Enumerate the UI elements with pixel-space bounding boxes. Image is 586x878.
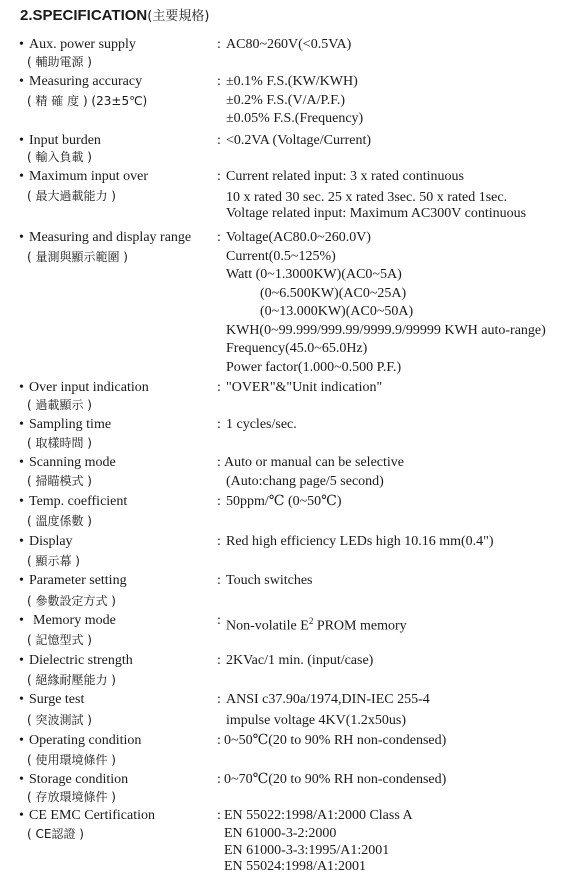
spec-sub: ( 掃瞄模式 ) <box>27 474 92 488</box>
spec-value: <0.2VA (Voltage/Current) <box>226 133 372 148</box>
spec-sub: ( CE認證 ) <box>27 827 84 841</box>
spec-value <box>226 612 407 636</box>
spec-value: 2KVac/1 min. (input/case) <box>226 653 374 668</box>
bullet: • <box>19 534 24 549</box>
spec-value: ±0.05% F.S.(Frequency) <box>226 111 364 126</box>
colon: : <box>217 417 221 432</box>
bullet: • <box>19 133 24 148</box>
spec-value: Power factor(1.000~0.500 P.F.) <box>226 359 402 375</box>
spec-value: Voltage related input: Maximum AC300V continuous <box>226 206 527 221</box>
spec-value: Auto or manual can be selective <box>224 455 404 470</box>
spec-label: CE EMC Certification <box>29 808 155 823</box>
spec-value: (0~13.000KW)(AC0~50A) <box>260 304 414 319</box>
colon: : <box>217 733 221 748</box>
spec-label: Parameter setting <box>29 573 127 588</box>
spec-sub: ( 記憶型式 ) <box>27 633 92 647</box>
spec-sub: ( 絕緣耐壓能力 ) <box>27 673 116 687</box>
bullet: • <box>19 494 24 509</box>
colon: : <box>217 534 221 549</box>
spec-value: ±0.1% F.S.(KW/KWH) <box>226 74 358 89</box>
bullet: • <box>19 169 24 184</box>
spec-label: Over input indication <box>29 380 149 395</box>
spec-value: EN 61000-3-3:1995/A1:2001 <box>224 843 390 858</box>
spec-value: EN 55022:1998/A1:2000 Class A <box>224 808 413 823</box>
spec-value: Current related input: 3 x rated continuous <box>226 169 464 184</box>
bullet: • <box>19 733 24 748</box>
spec-value: impulse voltage 4KV(1.2x50us) <box>226 713 407 728</box>
colon: : <box>217 692 221 707</box>
spec-sub: ( 顯示幕 ) <box>27 554 80 568</box>
bullet: • <box>19 772 24 787</box>
bullet: • <box>19 808 24 823</box>
spec-value: (Auto:chang page/5 second) <box>226 474 384 489</box>
spec-sub: ( 參數設定方式 ) <box>27 594 116 608</box>
spec-value: Watt (0~1.3000KW)(AC0~5A) <box>226 267 402 282</box>
spec-value: Frequency(45.0~65.0Hz) <box>226 341 368 356</box>
colon: : <box>217 133 221 148</box>
spec-sub: ( 取樣時間 ) <box>27 436 92 450</box>
spec-sub: ( 溫度係數 ) <box>27 514 92 528</box>
spec-value: 0~70℃(20 to 90% RH non-condensed) <box>224 772 447 787</box>
bullet: • <box>19 573 24 588</box>
spec-value: Voltage(AC80.0~260.0V) <box>226 230 371 245</box>
title-zh: (主要規格) <box>147 9 210 24</box>
spec-label: Memory mode <box>33 613 116 628</box>
spec-label: Input burden <box>29 133 101 148</box>
spec-value: EN 61000-3-2:2000 <box>224 826 337 841</box>
spec-value: 0~50℃(20 to 90% RH non-condensed) <box>224 733 447 748</box>
colon: : <box>217 772 221 787</box>
colon: : <box>217 455 221 470</box>
spec-value: Current(0.5~125%) <box>226 248 336 264</box>
spec-value: "OVER"&"Unit indication" <box>226 380 383 395</box>
memory-text: Non-volatile E <box>226 618 309 634</box>
memory-text-rest: PROM memory <box>313 618 407 634</box>
bullet: • <box>19 455 24 470</box>
colon: : <box>217 573 221 588</box>
spec-value: 1 cycles/sec. <box>226 417 297 432</box>
bullet: • <box>19 613 24 628</box>
spec-sub: ( 量測與顯示範圍 ) <box>27 250 128 264</box>
spec-label: Display <box>29 534 73 549</box>
colon: : <box>217 808 221 823</box>
spec-label: Operating condition <box>29 733 142 748</box>
colon: : <box>217 494 221 509</box>
spec-value: Touch switches <box>226 573 313 588</box>
spec-value: ANSI c37.90a/1974,DIN-IEC 255-4 <box>226 692 430 707</box>
spec-label: Measuring and display range <box>29 230 192 245</box>
spec-label: Storage condition <box>29 772 129 787</box>
spec-sub: ( 輔助電源 ) <box>27 55 92 69</box>
bullet: • <box>19 74 24 89</box>
spec-value: (0~6.500KW)(AC0~25A) <box>260 285 407 301</box>
title-main: 2.SPECIFICATION <box>20 7 148 24</box>
spec-sub: ( 存放環境條件 ) <box>27 790 116 804</box>
spec-value: KWH(0~99.999/999.99/9999.9/99999 KWH auto-range) <box>226 322 546 338</box>
spec-label: Temp. coefficient <box>29 494 128 509</box>
spec-sub: ( 精 確 度 ) (23±5℃) <box>27 94 148 108</box>
page-title <box>20 5 209 24</box>
bullet: • <box>19 417 24 432</box>
bullet: • <box>19 230 24 245</box>
spec-value: 50ppm/℃ (0~50℃) <box>226 494 342 509</box>
spec-sub: ( 過載顯示 ) <box>27 398 92 412</box>
colon: : <box>217 380 221 395</box>
spec-label: Dielectric strength <box>29 653 133 668</box>
spec-sub: ( 輸入負載 ) <box>27 150 92 164</box>
superscript-2: 2 <box>308 616 314 626</box>
bullet: • <box>19 380 24 395</box>
colon: : <box>217 37 221 52</box>
spec-label: Scanning mode <box>29 455 116 470</box>
spec-value: ±0.2% F.S.(V/A/P.F.) <box>226 93 346 108</box>
bullet: • <box>19 692 24 707</box>
bullet: • <box>19 37 24 52</box>
colon: : <box>217 74 221 89</box>
spec-value: EN 55024:1998/A1:2001 <box>224 859 366 874</box>
colon: : <box>217 169 221 184</box>
bullet: • <box>19 653 24 668</box>
colon: : <box>217 653 221 668</box>
spec-value: 10 x rated 30 sec. 25 x rated 3sec. 50 x rated 1sec. <box>226 190 508 205</box>
spec-label: Measuring accuracy <box>29 74 143 89</box>
colon: : <box>217 613 221 628</box>
spec-label: Maximum input over <box>29 169 148 184</box>
spec-value: AC80~260V(<0.5VA) <box>226 37 352 52</box>
spec-label: Sampling time <box>29 417 112 432</box>
spec-sub: ( 使用環境條件 ) <box>27 753 116 767</box>
spec-label: Aux. power supply <box>29 37 136 52</box>
colon: : <box>217 230 221 245</box>
spec-value: Red high efficiency LEDs high 10.16 mm(0.4") <box>226 534 494 549</box>
spec-label: Surge test <box>29 692 85 707</box>
spec-sub: ( 最大過載能力 ) <box>27 189 116 203</box>
spec-sub: ( 突波測試 ) <box>27 713 92 727</box>
